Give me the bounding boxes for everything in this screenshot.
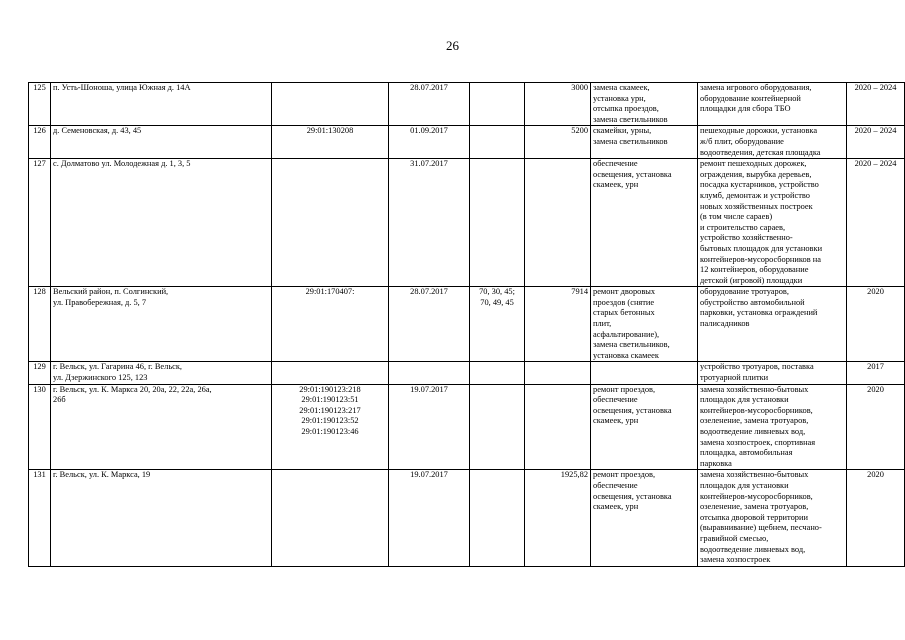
cadastral-cell [272, 362, 389, 384]
measures-cell-line: замена светильников [593, 136, 668, 146]
address-cell-line: с. Долматово ул. Молодежная д. 1, 3, 5 [53, 159, 191, 169]
planned-works-cell-line: площадок для установки [700, 395, 789, 405]
planned-works-cell-line: новых хозяйственных построек [700, 201, 813, 211]
numbers-cell-line: 70, 30, 45; [479, 287, 515, 297]
cadastral-cell-line: 29:01:190123:46 [301, 427, 359, 436]
measures-cell-line: асфальтирование), [593, 329, 660, 339]
table-row [29, 83, 905, 126]
years-cell: 2020 [847, 287, 905, 362]
planned-works-cell-line: пешеходные дорожки, установка [700, 126, 818, 136]
measures-cell-line: ремонт проездов, [593, 384, 656, 394]
planned-works-cell-line: отсыпка дворовой территории [700, 512, 808, 522]
planned-works-cell-line: парковка [700, 458, 732, 468]
numbers-cell [470, 83, 525, 126]
address-cell-line: п. Усть-Шоноша, улица Южная д. 14А [53, 83, 191, 92]
planned-works-cell-line: ограждения, вырубка деревьев, [700, 169, 812, 179]
table-row [29, 470, 905, 566]
years-cell: 2020 – 2024 [847, 83, 905, 126]
planned-works-cell-line: замена хозпостроек [700, 555, 771, 565]
address-cell [51, 287, 272, 362]
planned-works-cell-line: замена хозяйственно-бытовых [700, 470, 809, 480]
measures-cell-line: освещения, установка [593, 405, 672, 415]
numbers-cell-line: 70, 49, 45 [480, 297, 514, 307]
measures-cell [591, 362, 698, 384]
row-number: 129 [29, 362, 51, 384]
measures-cell [591, 126, 698, 159]
planned-works-cell-line: (выравнивание) щебнем, песчано- [700, 523, 822, 533]
date-cell: 28.07.2017 [389, 287, 470, 362]
measures-cell-line: установка скамеек [593, 350, 659, 360]
measures-cell-line: ремонт проездов, [593, 470, 656, 480]
cadastral-cell [272, 287, 389, 362]
row-number: 130 [29, 384, 51, 470]
address-cell [51, 83, 272, 126]
cadastral-cell [272, 126, 389, 159]
planned-works-cell-line: водоотведение ливневых вод, [700, 427, 806, 436]
area-cell [525, 159, 591, 287]
planned-works-cell [698, 287, 847, 362]
planned-works-cell [698, 384, 847, 470]
planned-works-cell-line: замена хозяйственно-бытовых [700, 384, 809, 394]
table-body [29, 83, 905, 567]
planned-works-cell-line: и строительство сараев, [700, 222, 786, 232]
planned-works-cell-line: площадка, автомобильная [700, 448, 793, 458]
address-cell-line: г. Вельск, ул. К. Маркса 20, 20а, 22, 22а, 26а, [53, 384, 212, 394]
cadastral-cell-line: 29:01:130208 [306, 126, 354, 136]
numbers-cell [470, 126, 525, 159]
cadastral-cell-line: 29:01:190123:218 [299, 384, 361, 394]
cadastral-cell-line: 29:01:170407: [305, 287, 355, 297]
table-row [29, 126, 905, 159]
measures-cell-line: обеспечение [593, 395, 638, 405]
planned-works-cell [698, 362, 847, 384]
measures-cell-line: плит, [593, 319, 612, 329]
table-row [29, 159, 905, 287]
date-cell: 31.07.2017 [389, 159, 470, 287]
date-cell: 19.07.2017 [389, 470, 470, 566]
planned-works-cell-line: площадок для установки [700, 480, 789, 490]
planned-works-cell-line: устройство тротуаров, поставка [700, 362, 814, 372]
cadastral-cell [272, 470, 389, 566]
row-number: 125 [29, 83, 51, 126]
cadastral-cell [272, 384, 389, 470]
planned-works-cell-line: ж/б плит, оборудование [700, 136, 784, 146]
planned-works-cell-line: озеленение, замена тротуаров, [700, 416, 809, 426]
area-cell: 5200 [525, 126, 591, 159]
address-cell-line: 26б [53, 395, 66, 405]
measures-cell-line: обеспечение [593, 480, 638, 490]
planned-works-cell-line: озеленение, замена тротуаров, [700, 502, 809, 512]
planned-works-cell-line: оборудование контейнерной [700, 93, 801, 103]
measures-cell [591, 159, 698, 287]
address-cell-line: д. Семеновская, д. 43, 45 [53, 126, 142, 136]
measures-cell-line: проездов (снятие [593, 297, 655, 307]
row-number: 128 [29, 287, 51, 362]
planned-works-cell-line: 12 контейнеров, оборудование [700, 265, 809, 275]
planned-works-cell [698, 126, 847, 159]
planned-works-cell-line: тротуарной плитки [700, 373, 769, 383]
numbers-cell [470, 470, 525, 566]
years-cell: 2020 – 2024 [847, 159, 905, 287]
planned-works-cell-line: бытовых площадок для установки [700, 243, 823, 253]
cadastral-cell [272, 83, 389, 126]
planned-works-cell-line: гравийной смесью, [700, 533, 769, 543]
measures-cell [591, 470, 698, 566]
numbers-cell [470, 362, 525, 384]
row-number: 126 [29, 126, 51, 159]
address-cell-line: г. Вельск, ул. К. Маркса, 19 [53, 470, 151, 480]
planned-works-cell-line: оборудование тротуаров, [700, 287, 789, 297]
page-number: 26 [446, 38, 459, 53]
planned-works-cell-line: клумб, демонтаж и устройство [700, 190, 810, 200]
planned-works-cell-line: (в том числе сараев) [700, 212, 773, 222]
planned-works-cell [698, 83, 847, 126]
measures-cell-line: скамейки, урны, [593, 126, 652, 136]
row-number: 131 [29, 470, 51, 566]
planned-works-cell-line: ремонт пешеходных дорожек, [700, 159, 807, 169]
measures-cell-line: старых бетонных [593, 308, 655, 318]
measures-cell-line: замена светильников [593, 114, 668, 124]
measures-cell-line: обеспечение [593, 159, 638, 169]
measures-cell-line: освещения, установка [593, 491, 672, 501]
years-cell: 2020 [847, 470, 905, 566]
measures-cell [591, 384, 698, 470]
table-row [29, 287, 905, 362]
cadastral-cell-line: 29:01:190123:52 [301, 416, 359, 426]
cadastral-cell-line: 29:01:190123:217 [299, 405, 361, 415]
address-cell-line: ул. Правобережная, д. 5, 7 [53, 297, 147, 307]
measures-cell-line: скамеек, урн [593, 180, 639, 190]
address-cell [51, 470, 272, 566]
planned-works-cell-line: замена игрового оборудования, [700, 83, 812, 92]
date-cell [389, 362, 470, 384]
years-cell: 2020 – 2024 [847, 126, 905, 159]
register-table [28, 82, 905, 567]
area-cell: 3000 [525, 83, 591, 126]
address-cell-line: ул. Дзержинского 125, 123 [53, 373, 148, 383]
planned-works-cell-line: палисадников [700, 319, 750, 329]
area-cell [525, 384, 591, 470]
planned-works-cell-line: посадка кустарников, устройство [700, 180, 819, 190]
measures-cell-line: скамеек, урн [593, 416, 639, 426]
cadastral-cell-line: 29:01:190123:51 [301, 395, 359, 405]
measures-cell [591, 83, 698, 126]
date-cell: 28.07.2017 [389, 83, 470, 126]
area-cell [525, 362, 591, 384]
measures-cell-line: освещения, установка [593, 169, 672, 179]
measures-cell-line: отсыпка проездов, [593, 104, 659, 114]
measures-cell-line: ремонт дворовых [593, 287, 656, 297]
planned-works-cell-line: обустройство автомобильной [700, 297, 805, 307]
numbers-cell [470, 384, 525, 470]
planned-works-cell-line: замена хозпостроек, спортивная [700, 437, 816, 447]
measures-cell-line: замена светильников, [593, 340, 670, 350]
numbers-cell [470, 159, 525, 287]
years-cell: 2017 [847, 362, 905, 384]
measures-cell-line: замена скамеек, [593, 83, 650, 92]
years-cell: 2020 [847, 384, 905, 470]
area-cell: 1925,82 [525, 470, 591, 566]
address-cell [51, 126, 272, 159]
planned-works-cell-line: водоотведение ливневых вод, [700, 544, 806, 554]
measures-cell-line: установка урн, [593, 93, 646, 103]
planned-works-cell-line: детской (игровой) площадки [700, 275, 803, 285]
cadastral-cell [272, 159, 389, 287]
address-cell [51, 362, 272, 384]
address-cell-line: г. Вельск, ул. Гагарина 46, г. Вельск, [53, 362, 183, 372]
address-cell-line: Вельский район, п. Солгинский, [53, 287, 169, 297]
numbers-cell [470, 287, 525, 362]
planned-works-cell-line: контейнеров-мусоросборников, [700, 405, 813, 415]
date-cell: 19.07.2017 [389, 384, 470, 470]
address-cell [51, 159, 272, 287]
planned-works-cell-line: контейнеров-мусоросборников на [700, 254, 821, 264]
planned-works-cell-line: площадки для сбора ТБО [700, 104, 791, 114]
planned-works-cell-line: устройство хозяйственно- [700, 233, 793, 243]
area-cell: 7914 [525, 287, 591, 362]
table-row [29, 384, 905, 470]
planned-works-cell [698, 159, 847, 287]
planned-works-cell [698, 470, 847, 566]
planned-works-cell-line: парковки, установка ограждений [700, 308, 818, 318]
address-cell [51, 384, 272, 470]
planned-works-cell-line: контейнеров-мусоросборников, [700, 491, 813, 501]
measures-cell [591, 287, 698, 362]
date-cell: 01.09.2017 [389, 126, 470, 159]
measures-cell-line: скамеек, урн [593, 502, 639, 512]
row-number: 127 [29, 159, 51, 287]
table-row [29, 362, 905, 384]
planned-works-cell-line: водоотведения, детская площадка [700, 147, 821, 157]
